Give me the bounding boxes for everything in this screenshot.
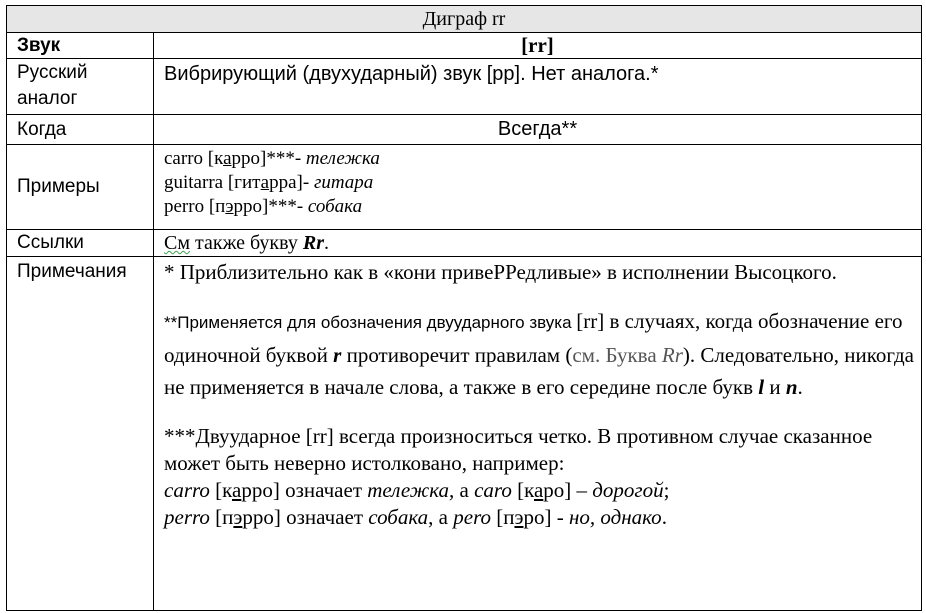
note-2-text: ). Следовательно, никогда не применяется в начале слова, а также в его середине после букв	[164, 343, 914, 399]
stressed-letter: э	[514, 505, 524, 529]
note-3-text: [к	[209, 478, 233, 502]
row-label-examples: Примеры	[7, 145, 154, 230]
note-3-text: [к	[511, 478, 534, 502]
example-mark: ***-	[266, 148, 306, 169]
note-2-see-letter: см. Буква	[572, 343, 662, 367]
example-line	[164, 147, 921, 171]
example-line	[164, 195, 921, 219]
note-3-meaning: но, однако	[568, 505, 662, 529]
see-also-word: См	[164, 232, 190, 254]
example-mark: -	[302, 172, 314, 193]
note-1: * Приблизительно как в «кони привеРРедливые» в исполнении Высоцкого.	[164, 260, 837, 284]
row-label-links: Ссылки	[7, 230, 154, 257]
note-3-meaning: дорогой	[592, 478, 664, 502]
note-3-intro: ***Двуударное [rr] всегда произноситься четко. В противном случае сказанное может быть неверно истолковано, например:	[164, 424, 873, 475]
note-3-text: [п	[490, 505, 515, 529]
digraph-table	[6, 5, 922, 611]
stressed-letter: э	[233, 505, 243, 529]
note-3	[164, 423, 921, 531]
sound-value: [rr]	[154, 33, 922, 59]
note-2-intro: **Применяется для обозначения двуударного звука	[164, 313, 577, 332]
note-2-letter-r: r	[333, 343, 342, 367]
note-3-text: ро] –	[543, 478, 593, 502]
stressed-letter: а	[533, 478, 544, 502]
notes-cell	[154, 257, 922, 611]
note-3-word: perro	[164, 505, 210, 529]
example-transcription: [к	[207, 148, 224, 169]
example-transcription-end: рро]	[233, 196, 269, 217]
links-end: .	[324, 232, 330, 254]
stressed-letter: а	[232, 478, 242, 502]
note-2-text: .	[797, 375, 803, 399]
note-3-word: caro	[474, 478, 512, 502]
note-3-text: рро] означает	[242, 505, 369, 529]
examples-cell	[154, 145, 922, 230]
example-mark: ***-	[268, 196, 308, 217]
note-3-text: а	[454, 478, 475, 502]
example-word: carro	[164, 148, 204, 169]
note-3-example-line	[164, 504, 921, 531]
row-label-russian-analog: Русский аналог	[7, 59, 154, 115]
links-text: также букву	[190, 232, 303, 254]
note-3-text: , а	[428, 505, 454, 529]
note-3-word: carro	[164, 478, 210, 502]
stressed-letter: а	[260, 172, 270, 193]
row-label-notes: Примечания	[7, 257, 154, 611]
note-2-text: противоречит правилам (	[341, 343, 573, 367]
note-3-text: ;	[663, 478, 670, 502]
note-2-letter-n: n	[785, 375, 798, 399]
table-row-russian-analog	[7, 59, 922, 115]
example-meaning: собака	[307, 196, 363, 217]
example-transcription: [п	[208, 196, 226, 217]
example-transcription: [гит	[227, 172, 261, 193]
russian-analog-value: Вибрирующий (двухударный) звук [рр]. Нет аналога.*	[154, 59, 922, 115]
example-transcription-end: рра]	[269, 172, 303, 193]
note-2-text: [rr] в случаях, когда обозначение его одиночной буквой	[164, 309, 903, 367]
links-cell	[154, 230, 922, 257]
note-3-text: рро] означает	[241, 478, 368, 502]
stressed-letter: а	[223, 148, 232, 169]
note-2-text: и	[764, 375, 786, 399]
note-2-letter-l: l	[758, 375, 765, 399]
row-label-when: Когда	[7, 115, 154, 145]
table-row-examples	[7, 145, 922, 230]
note-2	[164, 305, 921, 403]
note-3-example-line	[164, 477, 921, 504]
links-letter: Rr	[302, 232, 325, 254]
note-3-text: ро] -	[523, 505, 569, 529]
note-3-text: [п	[209, 505, 234, 529]
note-2-letter-rr: Rr	[661, 343, 683, 367]
table-row-sound	[7, 33, 922, 59]
note-3-meaning: тележка,	[367, 478, 455, 502]
when-value: Всегда**	[154, 115, 922, 145]
example-transcription-end: рро]	[231, 148, 267, 169]
stressed-letter: э	[225, 196, 234, 217]
table-row-links	[7, 230, 922, 257]
table-title: Диграф rr	[7, 6, 922, 33]
example-meaning: гитара	[313, 172, 374, 193]
example-line	[164, 171, 921, 195]
example-word: guitarra	[164, 172, 224, 193]
table-row-when	[7, 115, 922, 145]
note-3-meaning: собака	[368, 505, 429, 529]
note-3-word: pero	[453, 505, 491, 529]
example-word: perro	[164, 196, 205, 217]
table-row-notes	[7, 257, 922, 611]
row-label-sound: Звук	[7, 33, 154, 59]
note-3-text: .	[661, 505, 667, 529]
example-meaning: тележка	[305, 148, 380, 169]
